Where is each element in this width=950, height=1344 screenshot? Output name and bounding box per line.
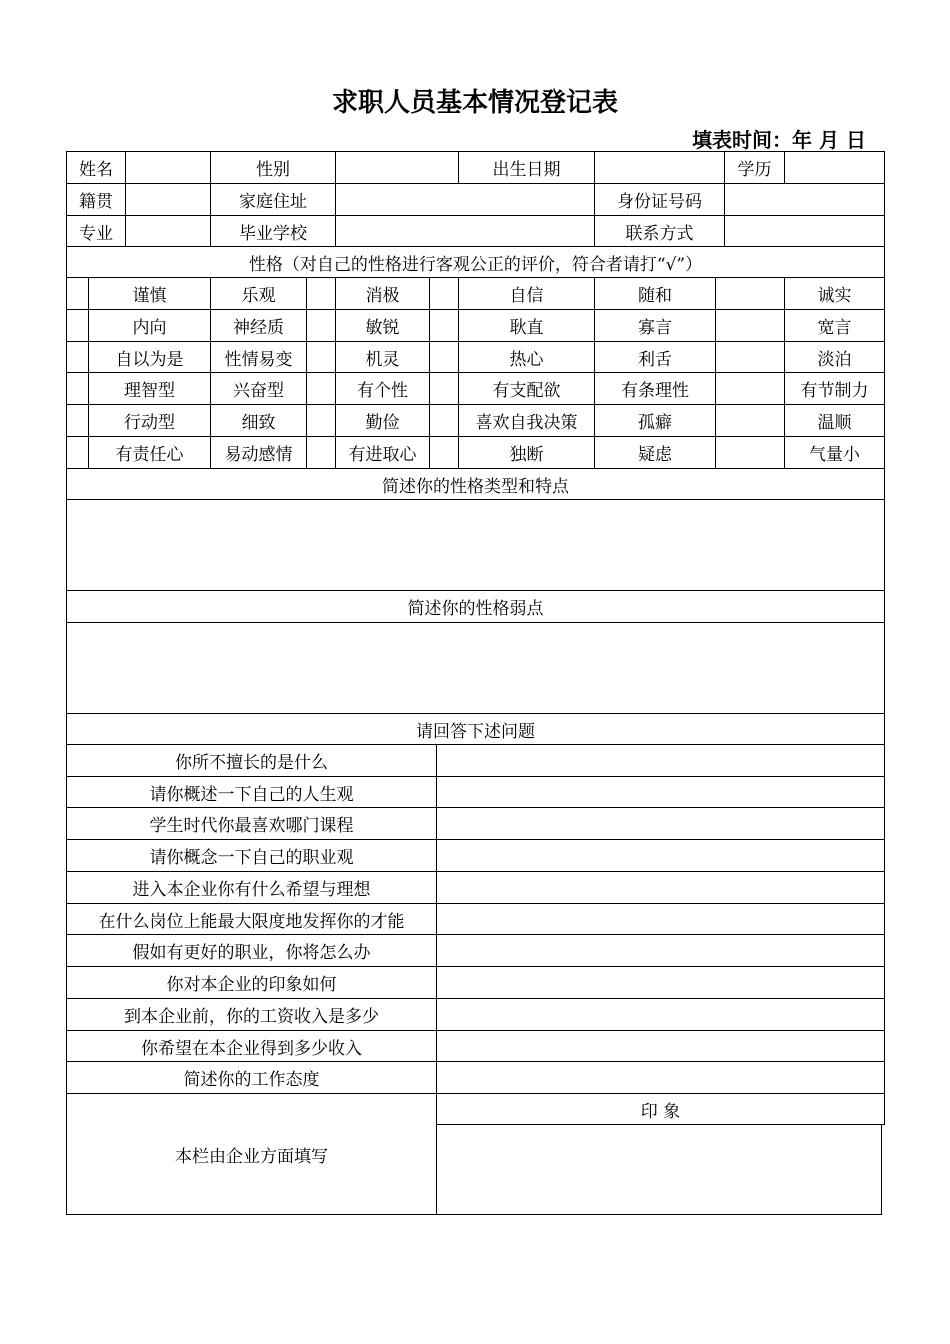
- question-label: 到本企业前，你的工资收入是多少: [66, 998, 437, 1031]
- trait-label: 性情易变: [210, 341, 307, 373]
- question-label: 请你概念一下自己的职业观: [66, 839, 437, 872]
- trait-checkbox[interactable]: [306, 404, 336, 437]
- trait-label: 气量小: [784, 436, 885, 469]
- trait-checkbox[interactable]: [306, 372, 336, 405]
- trait-label: 随和: [594, 277, 716, 310]
- question-answer-field[interactable]: [436, 1061, 885, 1094]
- question-answer-field[interactable]: [436, 966, 885, 999]
- personality-weakness-answer[interactable]: [66, 622, 885, 714]
- home-address-field[interactable]: [335, 183, 595, 216]
- trait-label: 寡言: [594, 309, 716, 342]
- form-title: 求职人员基本情况登记表: [331, 88, 618, 118]
- native-place-label: 籍贯: [66, 183, 126, 216]
- id-number-field[interactable]: [724, 183, 885, 216]
- trait-label: 自以为是: [88, 341, 211, 373]
- company-section-label: 本栏由企业方面填写: [66, 1093, 437, 1215]
- trait-checkbox[interactable]: [429, 436, 459, 469]
- name-field[interactable]: [125, 151, 211, 184]
- trait-checkbox[interactable]: [306, 309, 336, 342]
- birth-date-label: 出生日期: [458, 151, 595, 184]
- question-label: 你对本企业的印象如何: [66, 966, 437, 999]
- trait-label: 热心: [458, 341, 595, 373]
- trait-checkbox[interactable]: [306, 341, 336, 373]
- trait-label: 宽言: [784, 309, 885, 342]
- question-answer-field[interactable]: [436, 871, 885, 904]
- question-label: 请你概述一下自己的人生观: [66, 776, 437, 808]
- trait-checkbox[interactable]: [715, 436, 785, 469]
- personality-type-answer[interactable]: [66, 499, 885, 591]
- fill-time-label: 填表时间：年 月 日: [692, 128, 866, 152]
- trait-label: 有个性: [335, 372, 430, 405]
- trait-label: 耿直: [458, 309, 595, 342]
- trait-checkbox[interactable]: [66, 309, 89, 342]
- trait-label: 有节制力: [784, 372, 885, 405]
- contact-label: 联系方式: [594, 215, 725, 247]
- trait-label: 有支配欲: [458, 372, 595, 405]
- trait-checkbox[interactable]: [306, 436, 336, 469]
- gender-label: 性别: [210, 151, 336, 184]
- trait-checkbox[interactable]: [429, 309, 459, 342]
- question-label: 在什么岗位上能最大限度地发挥你的才能: [66, 903, 437, 935]
- question-answer-field[interactable]: [436, 807, 885, 840]
- trait-checkbox[interactable]: [715, 277, 785, 310]
- trait-label: 诚实: [784, 277, 885, 310]
- trait-checkbox[interactable]: [306, 277, 336, 310]
- trait-checkbox[interactable]: [715, 372, 785, 405]
- trait-label: 内向: [88, 309, 211, 342]
- trait-label: 有进取心: [335, 436, 430, 469]
- trait-label: 神经质: [210, 309, 307, 342]
- trait-checkbox[interactable]: [715, 404, 785, 437]
- trait-label: 有条理性: [594, 372, 716, 405]
- name-label: 姓名: [66, 151, 126, 184]
- trait-checkbox[interactable]: [429, 372, 459, 405]
- native-place-field[interactable]: [125, 183, 211, 216]
- trait-label: 孤癖: [594, 404, 716, 437]
- question-answer-field[interactable]: [436, 744, 885, 777]
- impression-header: 印 象: [436, 1093, 885, 1125]
- question-label: 你所不擅长的是什么: [66, 744, 437, 777]
- question-label: 进入本企业你有什么希望与理想: [66, 871, 437, 904]
- contact-field[interactable]: [724, 215, 885, 247]
- trait-label: 谨慎: [88, 277, 211, 310]
- trait-checkbox[interactable]: [429, 404, 459, 437]
- birth-date-field[interactable]: [594, 151, 725, 184]
- trait-label: 淡泊: [784, 341, 885, 373]
- trait-label: 细致: [210, 404, 307, 437]
- question-label: 你希望在本企业得到多少收入: [66, 1030, 437, 1062]
- trait-checkbox[interactable]: [715, 341, 785, 373]
- trait-checkbox[interactable]: [66, 404, 89, 437]
- trait-label: 消极: [335, 277, 430, 310]
- trait-label: 自信: [458, 277, 595, 310]
- question-answer-field[interactable]: [436, 1030, 885, 1062]
- personality-header: 性格（对自己的性格进行客观公正的评价，符合者请打“√”）: [66, 246, 885, 278]
- trait-label: 敏锐: [335, 309, 430, 342]
- education-label: 学历: [724, 151, 785, 184]
- trait-label: 喜欢自我决策: [458, 404, 595, 437]
- trait-label: 兴奋型: [210, 372, 307, 405]
- trait-label: 独断: [458, 436, 595, 469]
- personality-weakness-header: 简述你的性格弱点: [66, 590, 885, 623]
- gender-field[interactable]: [335, 151, 459, 184]
- trait-label: 易动感情: [210, 436, 307, 469]
- question-answer-field[interactable]: [436, 839, 885, 872]
- trait-label: 温顺: [784, 404, 885, 437]
- impression-field[interactable]: [436, 1124, 882, 1215]
- trait-label: 有责任心: [88, 436, 211, 469]
- question-answer-field[interactable]: [436, 776, 885, 808]
- questions-header: 请回答下述问题: [66, 713, 885, 745]
- trait-checkbox[interactable]: [429, 341, 459, 373]
- education-field[interactable]: [784, 151, 885, 184]
- question-answer-field[interactable]: [436, 903, 885, 935]
- question-label: 假如有更好的职业，你将怎么办: [66, 934, 437, 967]
- trait-label: 理智型: [88, 372, 211, 405]
- major-field[interactable]: [125, 215, 211, 247]
- trait-label: 机灵: [335, 341, 430, 373]
- question-answer-field[interactable]: [436, 998, 885, 1031]
- trait-label: 行动型: [88, 404, 211, 437]
- id-number-label: 身份证号码: [594, 183, 725, 216]
- trait-label: 乐观: [210, 277, 307, 310]
- question-label: 简述你的工作态度: [66, 1061, 437, 1094]
- trait-label: 勤俭: [335, 404, 430, 437]
- trait-checkbox[interactable]: [429, 277, 459, 310]
- trait-label: 疑虑: [594, 436, 716, 469]
- major-label: 专业: [66, 215, 126, 247]
- question-answer-field[interactable]: [436, 934, 885, 967]
- trait-checkbox[interactable]: [66, 372, 89, 405]
- trait-checkbox[interactable]: [66, 436, 89, 469]
- trait-checkbox[interactable]: [66, 277, 89, 310]
- school-label: 毕业学校: [210, 215, 336, 247]
- question-label: 学生时代你最喜欢哪门课程: [66, 807, 437, 840]
- trait-checkbox[interactable]: [715, 309, 785, 342]
- trait-label: 利舌: [594, 341, 716, 373]
- school-field[interactable]: [335, 215, 595, 247]
- home-address-label: 家庭住址: [210, 183, 336, 216]
- personality-type-header: 简述你的性格类型和特点: [66, 468, 885, 500]
- trait-checkbox[interactable]: [66, 341, 89, 373]
